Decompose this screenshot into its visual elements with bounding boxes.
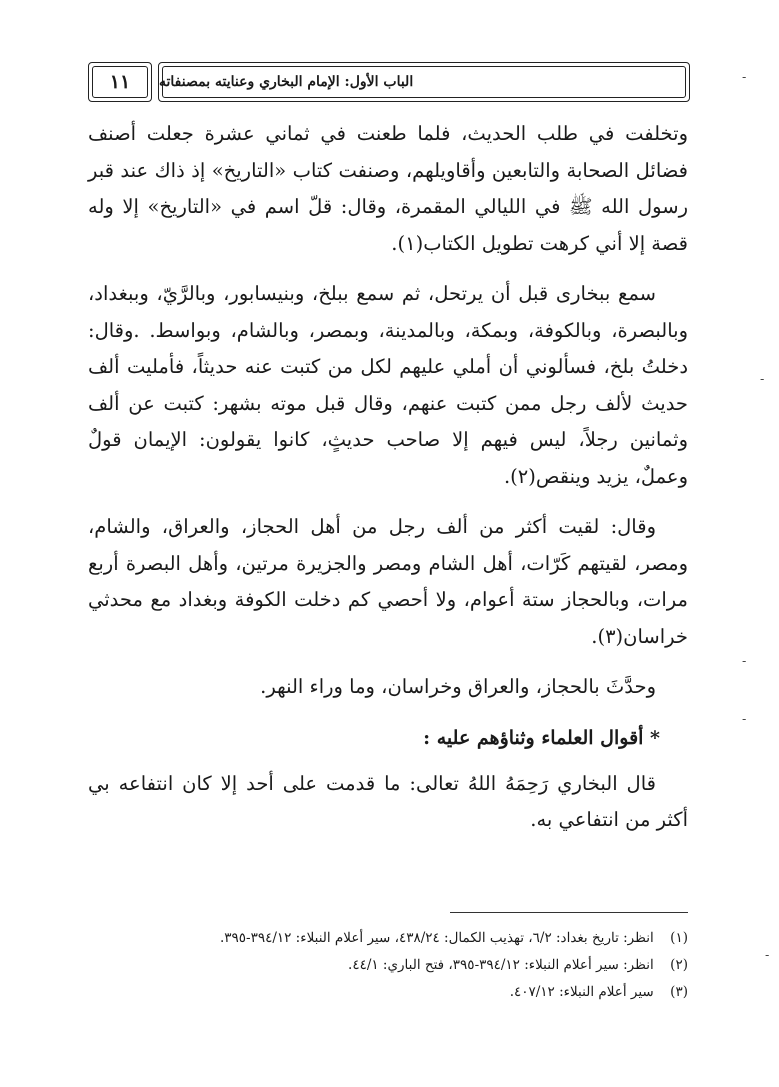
paragraph: قال البخاري رَحِمَهُ اللهُ تعالى: ما قدمت على أحد إلا كان انتفاعه بي أكثر من انتفاعي به.	[88, 771, 688, 831]
scan-speck: -	[742, 712, 747, 726]
footnote-text: انظر: سير أعلام النبلاء: ٣٩٤/١٢-٣٩٥، فتح الباري: ٤٤/١.	[348, 957, 654, 973]
footnote-number: (٢)	[670, 957, 688, 973]
main-text	[88, 116, 688, 853]
footnote	[88, 979, 688, 1006]
scan-speck: -	[765, 948, 770, 962]
section-heading: * أقوال العلماء وثناؤهم عليه :	[423, 726, 660, 749]
page-header	[88, 62, 690, 104]
paragraph: سمع ببخارى قبل أن يرتحل، ثم سمع ببلخ، وبنيسابور، وبالرَّيّ، وببغداد، وبالبصرة، وبالكوفة، وبمكة، وبالمدينة، وبمصر، وبالشام، وبواسط. .وقال: دخلتُ بلخ، فسألوني أن أملي عليهم لكل من كتبت عنه حديثاً، فأمليت ألف حديث لألف رجل ممن كتبت عنهم، وقال قبل موته بشهر: كتبت عن ألف وثمانين رجلاً، ليس فيهم إلا صاحب حديثٍ، كانوا يقولون: الإيمان قولٌ وعملٌ، يزيد وينقص(٢).	[88, 282, 688, 488]
page-number-box	[88, 62, 152, 102]
footnote	[88, 952, 688, 979]
paragraph: وحدَّثَ بالحجاز، والعراق وخراسان، وما وراء النهر.	[260, 675, 656, 698]
page-number: ١١	[109, 71, 131, 93]
running-title-box	[158, 62, 690, 102]
footnote-separator	[450, 912, 688, 913]
paragraph: وقال: لقيت أكثر من ألف رجل من أهل الحجاز، والعراق، والشام، ومصر، لقيتهم كَرّات، أهل الشام ومصر والجزيرة مرتين، وأهل البصرة أربع مرات، وبالحجاز ستة أعوام، ولا أحصي كم دخلت الكوفة وبغداد مع محدثي خراسان(٣).	[88, 515, 688, 648]
paragraph: وتخلفت في طلب الحديث، فلما طعنت في ثماني عشرة جعلت أصنف فضائل الصحابة والتابعين وأقاويلهم، وصنفت كتاب «التاريخ» إذ ذاك عند قبر رسول الله ﷺ في الليالي المقمرة، وقال: قلّ اسم في «التاريخ» إلا وله قصة إلا أني كرهت تطويل الكتاب(١).	[88, 122, 688, 255]
footnote-number: (٣)	[670, 984, 688, 1000]
footnote-text: سير أعلام النبلاء: ٤٠٧/١٢.	[509, 984, 654, 1000]
footnotes	[88, 925, 688, 1006]
footnote	[88, 925, 688, 952]
running-title: الباب الأول: الإمام البخاري وعنايته بمصنفاته	[159, 74, 414, 90]
footnote-number: (١)	[670, 930, 688, 946]
scan-speck: -	[742, 654, 747, 668]
footnote-text: انظر: تاريخ بغداد: ٦/٢، تهذيب الكمال: ٤٣٨/٢٤، سير أعلام النبلاء: ٣٩٤/١٢-٣٩٥.	[219, 930, 654, 946]
scan-speck: -	[760, 372, 765, 386]
scan-speck: -	[742, 70, 747, 84]
